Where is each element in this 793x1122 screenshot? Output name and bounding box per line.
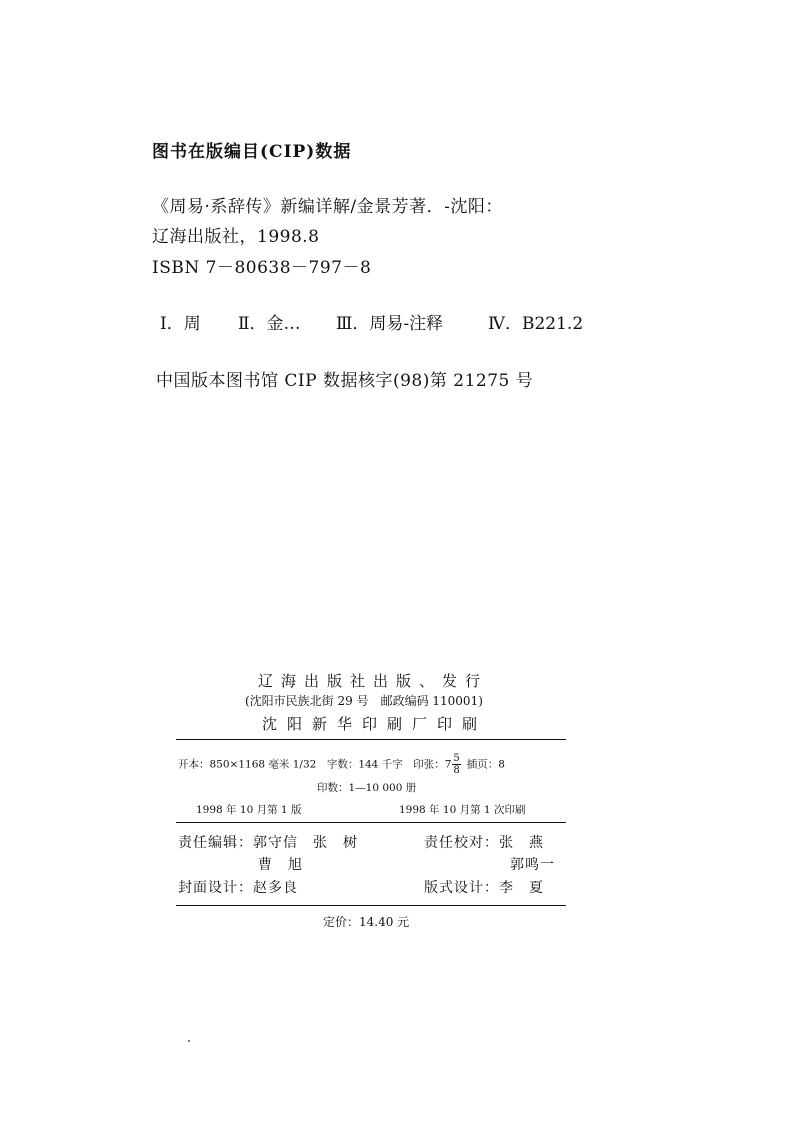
proofreader-2: 郭鸣一 [510,857,555,873]
responsible-editors: 责任编辑：郭守信 张 树 [178,835,358,851]
cip-heading: 图书在版编目(CIP)数据 [152,142,352,162]
publisher-line: 辽海出版社出版、发行 [258,672,489,690]
scan-speck [188,1040,190,1042]
divider-middle [176,822,566,823]
print-run: 印数：1—10 000 册 [317,782,417,794]
printer-line: 沈阳新华印刷厂印刷 [262,715,488,733]
spec-inserts: 插页：8 [466,758,505,771]
proofreader: 责任校对：张 燕 [424,835,544,851]
price: 定价：14.40 元 [323,915,410,929]
classification-4: Ⅳ．B221.2 [488,314,584,334]
spec-fraction [452,753,460,776]
book-specs [178,753,505,776]
layout-designer: 版式设计：李 夏 [424,880,544,896]
cip-isbn-line: ISBN 7－80638－797－8 [152,258,372,278]
fraction-numerator: 5 [453,753,460,764]
publisher-address: (沈阳市民族北街 29 号 邮政编码 110001) [245,694,483,708]
cip-classification [160,309,583,334]
divider-top [176,739,566,740]
cip-publisher-line: 辽海出版社，1998.8 [152,227,320,247]
classification-3: Ⅲ．周易-注释 [336,314,444,334]
responsible-editor-2: 曹 旭 [258,857,303,873]
classification-1: Ⅰ．周 [160,314,201,334]
cip-title-line: 《周易·系辞传》新编详解/金景芳著．-沈阳： [152,197,503,217]
edition: 1998 年 10 月第 1 版 [196,804,302,816]
cip-approval-number: 中国版本图书馆 CIP 数据核字(98)第 21275 号 [156,371,534,391]
spec-text: 开本：850×1168 毫米 1/32 字数：144 千字 印张：7 [178,758,452,771]
divider-bottom [176,905,566,906]
classification-2: Ⅱ．金… [238,314,301,334]
cover-designer: 封面设计：赵多良 [178,880,298,896]
printing: 1998 年 10 月第 1 次印刷 [399,804,526,816]
fraction-denominator: 8 [453,765,460,776]
